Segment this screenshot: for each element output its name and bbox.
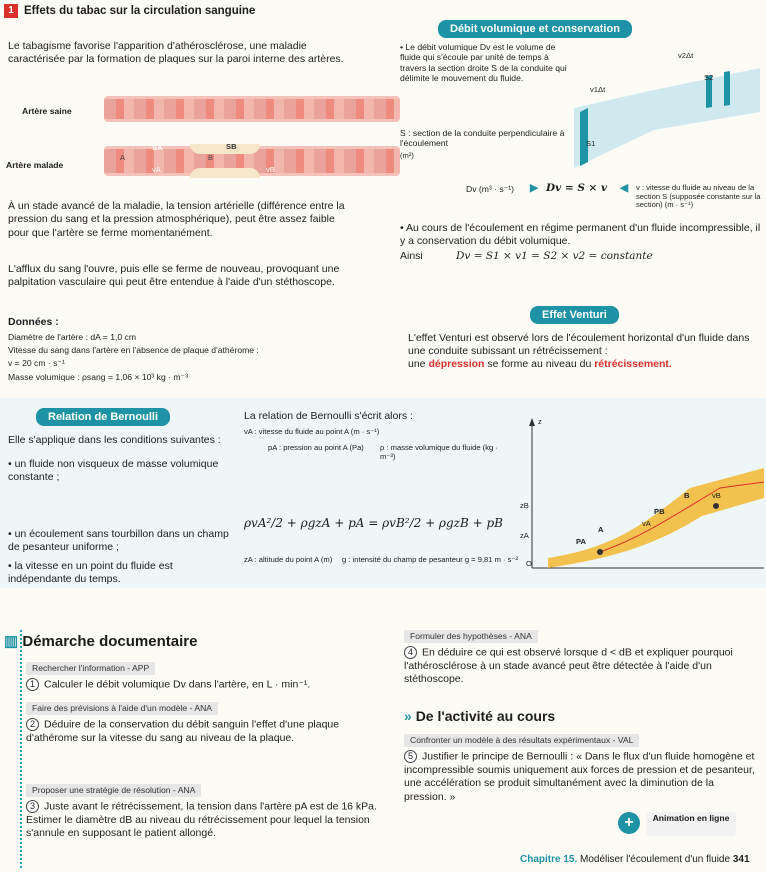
label-vB: vB [266, 165, 275, 174]
data-title: Données : [8, 316, 59, 328]
arrow-left-icon: ◀ [620, 182, 629, 194]
unit-m2: (m²) [400, 151, 414, 160]
fig-z: z [538, 417, 542, 426]
activity-heading [404, 708, 555, 726]
label-A: A [120, 153, 126, 162]
q5-text: Justifier le principe de Bernoulli : « Dans le flux d'un fluide homogène et incompressible soumis uniquement aux forces de pression et de pesanteur, une accélération se produit simultanément avec la diminution de la pression. » [404, 750, 755, 803]
ainsi-word: Ainsi [400, 250, 423, 262]
data-density: Masse volumique : ρsang = 1,06 × 10³ kg · m⁻³ [8, 372, 188, 382]
page-number: 341 [732, 854, 750, 865]
fig-pB: PB [654, 507, 665, 516]
q2-text: Déduire de la conservation du débit sanguin l'effet d'une plaque d'athérome sur la vitesse du sang au niveau de la plaque. [26, 718, 340, 744]
def-rho: ρ : masse volumique du fluide (kg · m⁻³) [380, 443, 498, 461]
animation-button[interactable] [618, 810, 754, 838]
bernoulli-cond3: • la vitesse en un point du fluide est indépendante du temps. [8, 560, 173, 586]
section-title: Effets du tabac sur la circulation sanguine [24, 5, 256, 17]
fig-S2: S2 [704, 73, 714, 82]
fig-pA: PA [576, 537, 586, 546]
question-1 [26, 678, 386, 692]
venturi-result [408, 358, 672, 371]
fig-zA: zA [520, 531, 529, 540]
venturi-text-b1: une [408, 358, 429, 370]
fig-A: A [598, 525, 604, 534]
q5-number: 5 [404, 750, 417, 763]
fig-O: O [526, 559, 532, 568]
section-number: 1 [4, 4, 18, 18]
q1-text: Calculer le débit volumique Dv dans l'artère, en L · min⁻¹. [44, 678, 311, 691]
def-zA: zA : altitude du point A (m) [244, 555, 333, 564]
fig-S1: S1 [586, 139, 596, 148]
data-speed: Vitesse du sang dans l'artère en l'absence de plaque d'athérome : [8, 345, 259, 355]
venturi-text-b2: se forme au niveau du [484, 358, 595, 370]
q1-number: 1 [26, 678, 39, 691]
conservation-text: • Au cours de l'écoulement en régime permanent d'un fluide incompressible, il y a conservation du débit volumique. [400, 222, 761, 248]
bernoulli-equation: ρvA²/2 + ρgzA + pA = ρvB²/2 + ρgzB + pB [244, 516, 503, 530]
def-pA: pA : pression au point A (Pa) [268, 443, 364, 452]
confront-tag: Confronter un modèle à des résultats expérimentaux - VAL [404, 734, 639, 747]
footer-title: Modéliser l'écoulement d'un fluide [580, 854, 731, 865]
fig-vB: vB [712, 491, 721, 500]
q3-text: Juste avant le rétrécissement, la tension dans l'artère pA est de 16 kPa. Estimer le diamètre dB au niveau du rétrécissement pour lequel la tension s'annule en supposant le patient allongé. [26, 800, 377, 840]
venturi-text: L'effet Venturi est observé lors de l'écoulement horizontal d'un fluide dans une conduite subissant un rétrécissement : [408, 332, 750, 358]
venturi-retrecissement: rétrécissement. [594, 358, 672, 370]
label-healthy-artery: Artère saine [22, 106, 72, 116]
q3-number: 3 [26, 800, 39, 813]
step3-tag: Proposer une stratégie de résolution - ANA [26, 784, 201, 797]
double-chevron-icon: » [404, 708, 412, 724]
step1-tag: Rechercher l'information - APP [26, 662, 155, 675]
paragraph-tension: À un stade avancé de la maladie, la tension artérielle (différence entre la pression du sang et la pression atmosphérique), peut être assez faible pour que l'artère se ferme momentanément. [8, 200, 345, 239]
fig-B: B [684, 491, 690, 500]
bernoulli-cond1: • un fluide non visqueux de masse volumique constante ; [8, 458, 219, 484]
section-header [4, 4, 255, 19]
bernoulli-cond2: • un écoulement sans tourbillon dans un champ de pesanteur uniforme ; [8, 528, 229, 554]
plus-icon: + [618, 812, 640, 834]
q4-text: En déduire ce qui est observé lorsque d < dB et expliquer pourquoi l'athérosclérose à un stade avancé peut être détectée à l'aide d'un stéthoscope. [404, 646, 733, 686]
debit-title: Débit volumique et conservation [438, 20, 632, 38]
pipe-figure [574, 50, 760, 170]
formula-debit: Dv = S × v [546, 182, 608, 194]
venturi-title: Effet Venturi [530, 306, 619, 324]
question-2 [26, 718, 366, 745]
demarche-header [4, 632, 197, 651]
def-g: g : intensité du champ de pesanteur g = 9,81 m · s⁻² [342, 555, 519, 564]
fig-zB: zB [520, 501, 529, 510]
label-diseased-artery: Artère malade [6, 160, 64, 170]
formula-left: Dv (m³ · s⁻¹) [466, 184, 514, 194]
fig-v1dt: v1Δt [590, 85, 606, 94]
demarche-title: Démarche documentaire [22, 633, 198, 650]
debit-definition: • Le débit volumique Dv est le volume de fluide qui s'écoule par unité de temps à travers la section droite S de la conduite qui délimite le mouvement du fluide. [400, 42, 567, 83]
venturi-depression: dépression [428, 358, 485, 370]
hypothesis-tag: Formuler des hypothèses - ANA [404, 630, 538, 643]
plaque-bottom [190, 168, 260, 178]
bernoulli-title: Relation de Bernoulli [36, 408, 170, 426]
fig-vA: vA [642, 519, 651, 528]
plaque-top [190, 144, 260, 154]
label-SA: SA [152, 143, 163, 152]
footer [520, 854, 750, 867]
q2-number: 2 [26, 718, 39, 731]
conservation-formula: Dv = S1 × v1 = S2 × v2 = constante [456, 250, 653, 262]
label-B: B [208, 153, 214, 162]
step2-tag: Faire des prévisions à l'aide d'un modèle - ANA [26, 702, 218, 715]
animation-label: Animation en ligne [646, 812, 736, 836]
footer-chapter: Chapitre 15. [520, 854, 578, 865]
v-definition: v : vitesse du fluide au niveau de la section S (supposée constante sur la section) (m · s⁻¹) [636, 183, 761, 210]
fig-v2dt: v2Δt [678, 51, 694, 60]
activity-title: De l'activité au cours [415, 708, 556, 724]
bernoulli-figure [520, 418, 764, 578]
book-icon: ▥ [4, 633, 19, 650]
data-speed-value: v = 20 cm · s⁻¹ [8, 358, 65, 368]
question-3 [26, 800, 398, 841]
label-SB: SB [226, 142, 237, 151]
bernoulli-written: La relation de Bernoulli s'écrit alors : [244, 410, 413, 422]
question-4 [404, 646, 756, 687]
q4-number: 4 [404, 646, 417, 659]
arrow-right-icon: ▶ [530, 182, 539, 194]
intro-text: Le tabagisme favorise l'apparition d'athérosclérose, une maladie caractérisée par la formation de plaques sur la paroi interne des artères. [8, 40, 344, 66]
question-5 [404, 750, 756, 804]
section-definition: S : section de la conduite perpendiculaire à l'écoulement [400, 128, 565, 149]
label-vA: vA [152, 165, 161, 174]
healthy-artery-image [104, 96, 400, 122]
data-diameter: Diamètre de l'artère : dA = 1,0 cm [8, 332, 136, 342]
dotted-rule [20, 630, 22, 868]
def-vA: vA : vitesse du fluide au point A (m · s⁻¹) [244, 427, 380, 436]
bernoulli-applies: Elle s'applique dans les conditions suivantes : [8, 434, 221, 446]
paragraph-stethoscope: L'afflux du sang l'ouvre, puis elle se ferme de nouveau, provoquant une palpitation vasculaire qui peut être entendue à l'aide d'un stéthoscope. [8, 263, 340, 289]
